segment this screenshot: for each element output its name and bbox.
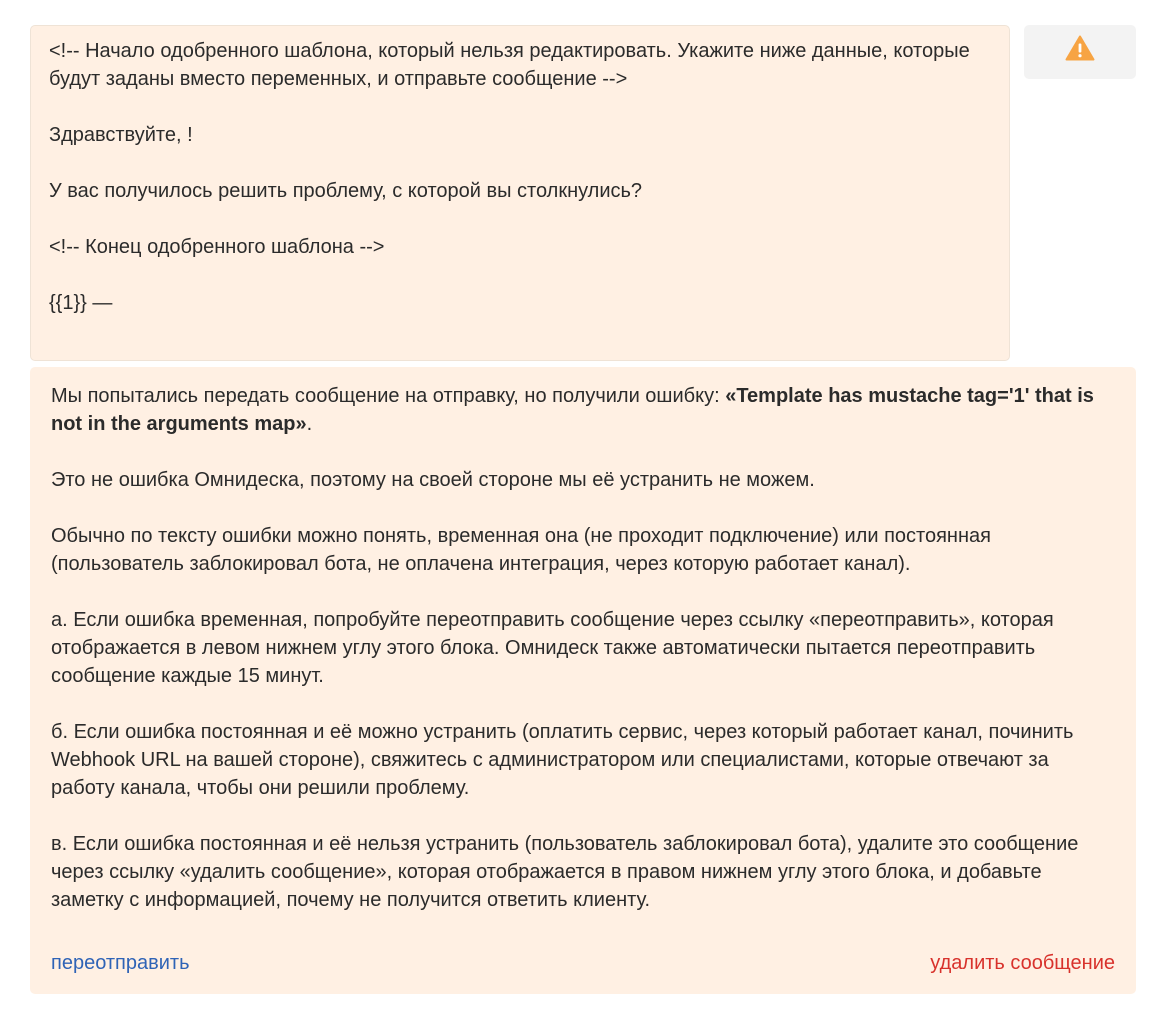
template-end-comment: <!-- Конец одобренного шаблона --> xyxy=(49,236,385,258)
error-type-explanation: Обычно по тексту ошибки можно понять, временная она (не проходит подключение) или постоянная (пользователь заблокировал бота, не оплачена интеграция, через которую работает канал). xyxy=(51,525,991,575)
temporary-error-advice: а. Если ошибка временная, попробуйте переотправить сообщение через ссылку «переотправить», которая отображается в левом нижнем углу этого блока. Омнидеск также автоматически пытается переотправить сообщение каждые 15 минут. xyxy=(51,609,1054,687)
message-variable-line: {{1}} — xyxy=(49,292,113,314)
resend-link[interactable]: переотправить xyxy=(51,952,190,974)
permanent-error-advice: в. Если ошибка постоянная и её нельзя устранить (пользователь заблокировал бота), удалите это сообщение через ссылку «удалить сообщение», которая отображается в правом нижнем углу этого блока, и добавьте заметку с информацией, почему не получится ответить клиенту. xyxy=(51,833,1079,911)
error-message-text: «Template has mustache tag='1' that is not in the arguments map» xyxy=(51,385,1094,435)
message-bubble xyxy=(30,25,1010,361)
error-intro-suffix: . xyxy=(306,413,313,435)
message-greeting: Здравствуйте, ! xyxy=(49,124,193,146)
error-intro xyxy=(51,382,1116,438)
template-start-comment: <!-- Начало одобренного шаблона, который нельзя редактировать. Укажите ниже данные, которые будут заданы вместо переменных, и отправьте сообщение --> xyxy=(49,40,970,90)
fixable-error-advice: б. Если ошибка постоянная и её можно устранить (оплатить сервис, через который работает канал, починить Webhook URL на вашей стороне), свяжитесь с администратором или специалистами, которые отвечают за работу канала, чтобы они решили проблему. xyxy=(51,721,1074,799)
not-omnidesk-error-text: Это не ошибка Омнидеска, поэтому на своей стороне мы её устранить не можем. xyxy=(51,469,815,491)
send-error-panel xyxy=(30,367,1136,994)
message-status-indicator[interactable] xyxy=(1024,25,1136,79)
error-actions xyxy=(51,949,1115,977)
warning-icon xyxy=(1065,35,1095,69)
delete-message-link[interactable]: удалить сообщение xyxy=(930,952,1115,974)
message-question: У вас получилось решить проблему, с которой вы столкнулись? xyxy=(49,180,643,202)
error-intro-prefix: Мы попытались передать сообщение на отправку, но получили ошибку: xyxy=(51,385,726,407)
